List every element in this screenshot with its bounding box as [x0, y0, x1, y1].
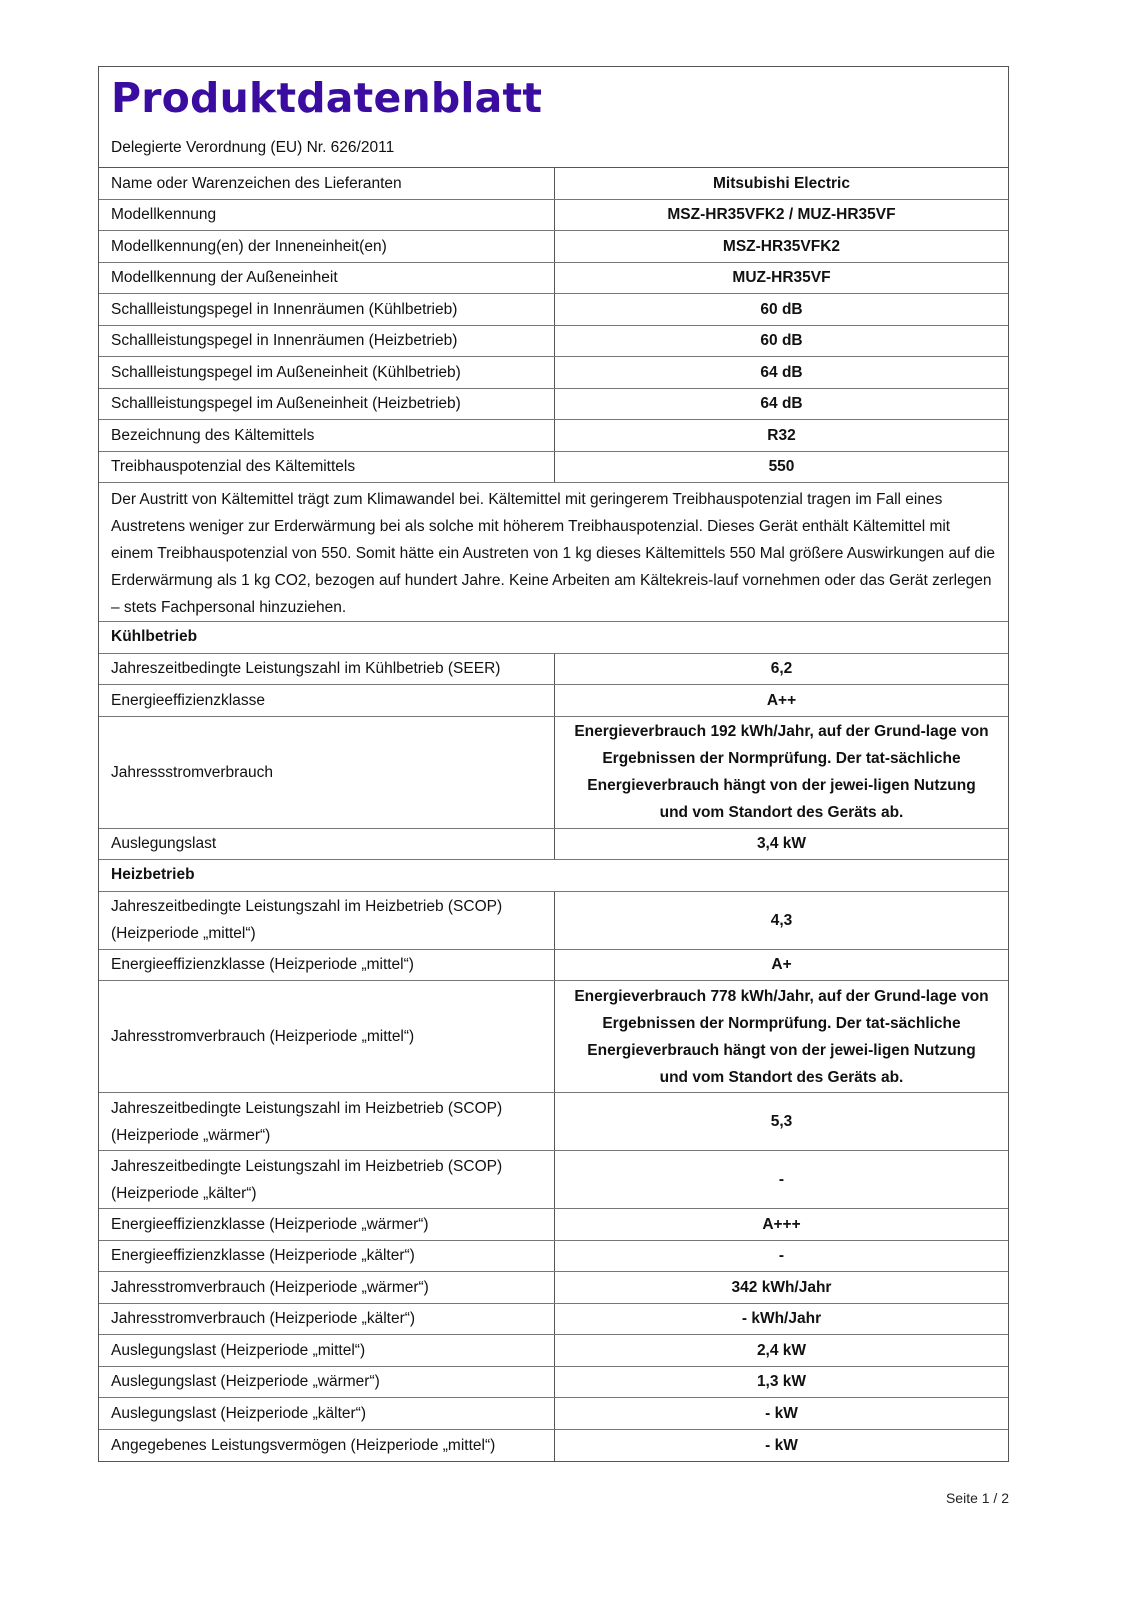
row-label: Schallleistungspegel in Innenräumen (Heizbetrieb) — [99, 326, 555, 357]
table-row-annual-consumption-warmer — [99, 1272, 1008, 1304]
row-value: MSZ-HR35VFK2 / MUZ-HR35VF — [667, 206, 896, 224]
row-label: Modellkennung der Außeneinheit — [99, 263, 555, 294]
table-row-scop-average — [99, 892, 1008, 950]
row-label: Auslegungslast (Heizperiode „mittel“) — [99, 1335, 555, 1366]
table-row-indoor-model — [99, 231, 1008, 263]
row-value: Energieverbrauch 778 kWh/Jahr, auf der Grund-lage von Ergebnissen der Normprüfung. Der tat-sächliche Energieverbrauch hängt von der jewei-ligen Nutzung und vom Standort des Geräts ab. — [574, 987, 989, 1086]
row-label: Auslegungslast (Heizperiode „kälter“) — [99, 1398, 555, 1429]
row-value: 342 kWh/Jahr — [731, 1278, 832, 1296]
table-row-heating-efficiency-colder — [99, 1241, 1008, 1273]
row-label: Jahresstromverbrauch (Heizperiode „mittel“) — [99, 981, 555, 1092]
row-label: Energieeffizienzklasse (Heizperiode „wärmer“) — [99, 1209, 555, 1240]
table-row-design-load-average — [99, 1335, 1008, 1367]
title-row — [99, 67, 1008, 129]
table-row-model — [99, 200, 1008, 232]
table-row-heating-efficiency-warmer — [99, 1209, 1008, 1241]
page-indicator: Seite 1 / 2 — [945, 1490, 1009, 1506]
table-row-gwp — [99, 452, 1008, 484]
row-label: Jahreszeitbedingte Leistungszahl im Kühlbetrieb (SEER) — [99, 654, 555, 685]
row-label: Auslegungslast — [99, 829, 555, 860]
row-value: - kWh/Jahr — [741, 1310, 822, 1328]
table-row-heating-annual-consumption-average — [99, 981, 1008, 1093]
row-value: R32 — [767, 426, 796, 444]
row-label: Energieeffizienzklasse — [99, 685, 555, 716]
row-label: Schallleistungspegel in Innenräumen (Kühlbetrieb) — [99, 294, 555, 325]
section-heading-heating: Heizbetrieb — [99, 860, 1008, 892]
row-label: Auslegungslast (Heizperiode „wärmer“) — [99, 1367, 555, 1398]
table-row-outdoor-sound-heating — [99, 389, 1008, 421]
table-row-indoor-sound-cooling — [99, 294, 1008, 326]
row-value: 64 dB — [760, 395, 803, 413]
table-row-heating-efficiency-average — [99, 950, 1008, 982]
regulation-text: Delegierte Verordnung (EU) Nr. 626/2011 — [111, 139, 395, 156]
row-label: Name oder Warenzeichen des Lieferanten — [99, 168, 555, 199]
table-row-design-load-warmer — [99, 1367, 1008, 1399]
row-label: Jahressstromverbrauch — [99, 717, 555, 828]
table-row-outdoor-sound-cooling — [99, 357, 1008, 389]
table-row-scop-warmer — [99, 1093, 1008, 1151]
row-label: Schallleistungspegel im Außeneinheit (Heizbetrieb) — [99, 389, 555, 420]
row-value: - kW — [765, 1436, 798, 1454]
row-value: 5,3 — [770, 1113, 793, 1130]
row-value: A++ — [766, 691, 797, 709]
row-value: A+++ — [762, 1215, 801, 1233]
row-label: Jahreszeitbedingte Leistungszahl im Heizbetrieb (SCOP) (Heizperiode „wärmer“) — [99, 1093, 555, 1150]
table-row-declared-capacity-average — [99, 1430, 1008, 1462]
row-value: Energieverbrauch 192 kWh/Jahr, auf der Grund-lage von Ergebnissen der Normprüfung. Der tat-sächliche Energieverbrauch hängt von der jewei-ligen Nutzung und vom Standort des Geräts ab. — [574, 723, 989, 821]
row-value: 64 dB — [760, 363, 803, 381]
table-row-cooling-efficiency-class — [99, 685, 1008, 717]
row-value: Mitsubishi Electric — [713, 174, 850, 192]
row-value: A+ — [771, 956, 792, 974]
row-label: Bezeichnung des Kältemittels — [99, 420, 555, 451]
row-label: Jahresstromverbrauch (Heizperiode „kälter“) — [99, 1304, 555, 1335]
table-row-supplier — [99, 168, 1008, 200]
row-value: - — [778, 1171, 785, 1188]
row-value: 550 — [768, 458, 795, 476]
row-value: 3,4 kW — [756, 835, 807, 853]
table-row-cooling-design-load — [99, 829, 1008, 861]
row-label: Schallleistungspegel im Außeneinheit (Kühlbetrieb) — [99, 357, 555, 388]
table-row-outdoor-model — [99, 263, 1008, 295]
table-row-design-load-colder — [99, 1398, 1008, 1430]
row-label: Energieeffizienzklasse (Heizperiode „mittel“) — [99, 950, 555, 981]
table-row-seer — [99, 654, 1008, 686]
row-value: - — [778, 1247, 785, 1265]
table-row-refrigerant — [99, 420, 1008, 452]
row-label: Modellkennung — [99, 200, 555, 231]
section-heading-cooling: Kühlbetrieb — [99, 622, 1008, 654]
row-label: Modellkennung(en) der Inneneinheit(en) — [99, 231, 555, 262]
row-label: Treibhauspotenzial des Kältemittels — [99, 452, 555, 483]
row-value: 60 dB — [760, 332, 803, 350]
regulation-reference — [99, 129, 1008, 168]
row-value: 6,2 — [770, 660, 793, 678]
row-label: Jahreszeitbedingte Leistungszahl im Heizbetrieb (SCOP) (Heizperiode „mittel“) — [99, 892, 555, 949]
refrigerant-notice: Der Austritt von Kältemittel trägt zum Klimawandel bei. Kältemittel mit geringerem Treibhauspotenzial tragen im Fall eines Austretens weniger zur Erderwärmung bei als solche mit höherem Treibhauspotenzial. Dieses Gerät enthält Kältemittel mit einem Treibhauspotenzial von 550. Somit hätte ein Austreten von 1 kg dieses Kältemittels 550 Mal größere Auswirkungen auf die Erderwärmung als 1 kg CO2, bezogen auf hundert Jahre. Keine Arbeiten am Kältekreis-lauf vornehmen oder das Gerät zerlegen – stets Fachpersonal hinzuziehen. — [99, 483, 1008, 622]
row-value: 4,3 — [770, 911, 793, 929]
page-title: Produktdatenblatt — [111, 74, 543, 122]
row-label: Jahreszeitbedingte Leistungszahl im Heizbetrieb (SCOP) (Heizperiode „kälter“) — [99, 1151, 555, 1208]
row-value: - kW — [765, 1404, 798, 1422]
product-data-sheet — [98, 66, 1009, 1462]
row-value: 1,3 kW — [756, 1373, 807, 1391]
row-value: 2,4 kW — [756, 1341, 807, 1359]
table-row-scop-colder — [99, 1151, 1008, 1209]
row-label: Jahresstromverbrauch (Heizperiode „wärmer“) — [99, 1272, 555, 1303]
table-row-annual-consumption-colder — [99, 1304, 1008, 1336]
row-label: Energieeffizienzklasse (Heizperiode „kälter“) — [99, 1241, 555, 1272]
table-row-cooling-annual-consumption — [99, 717, 1008, 829]
table-row-indoor-sound-heating — [99, 326, 1008, 358]
row-label: Angegebenes Leistungsvermögen (Heizperiode „mittel“) — [99, 1430, 555, 1462]
row-value: MUZ-HR35VF — [732, 269, 831, 287]
row-value: 60 dB — [760, 300, 803, 318]
row-value: MSZ-HR35VFK2 — [722, 237, 841, 255]
